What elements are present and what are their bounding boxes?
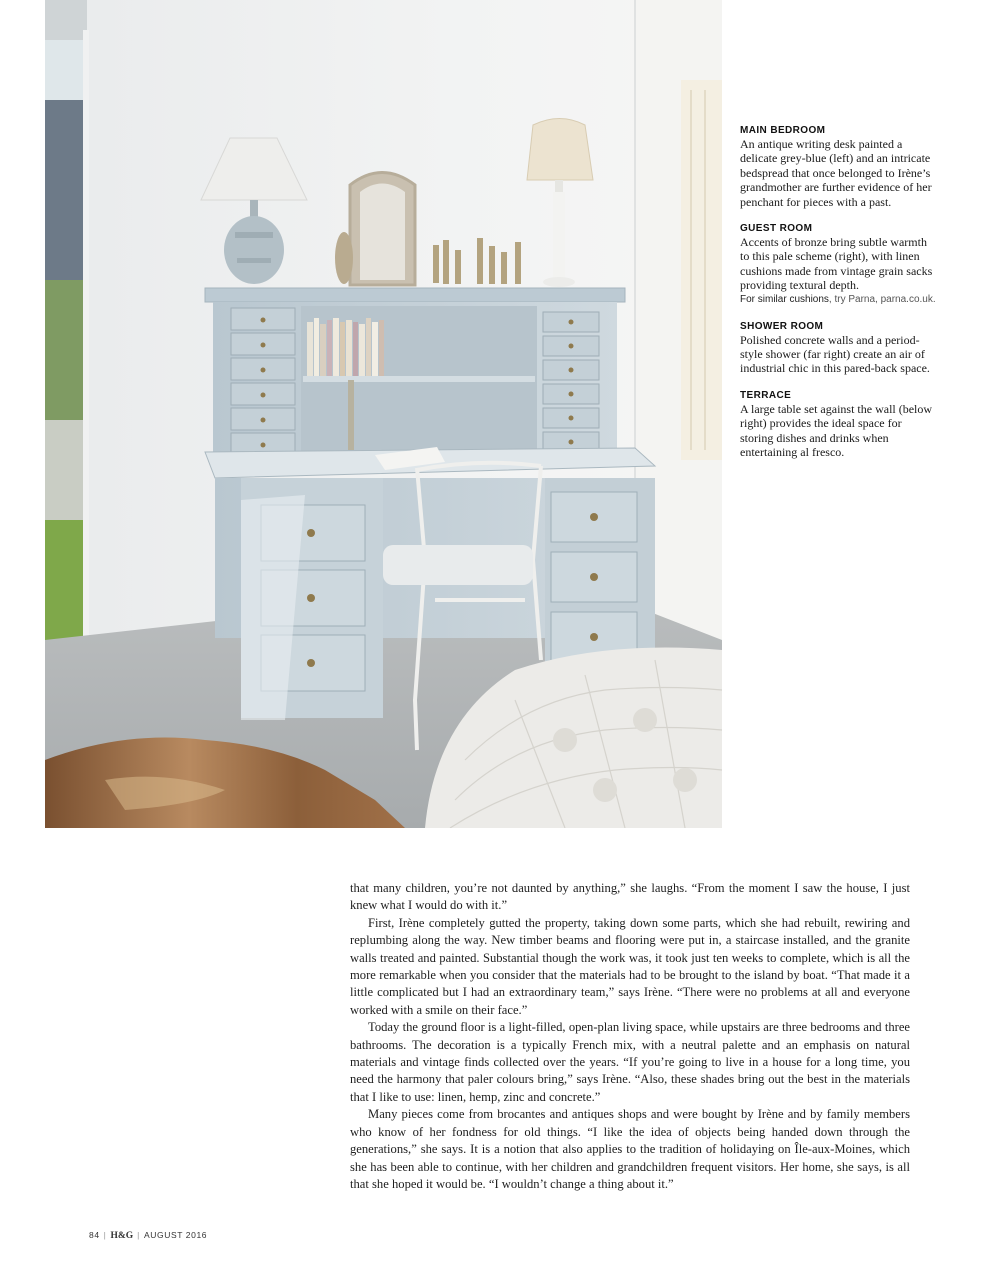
article-body bbox=[350, 880, 910, 1193]
bedroom-desk-photo bbox=[45, 0, 722, 828]
caption-text: Accents of bronze bring subtle warmth to this pale scheme (right), with linen cushions made from vintage grain sacks providing textural depth. bbox=[740, 235, 933, 293]
caption-terrace bbox=[740, 389, 936, 460]
issue-date: AUGUST 2016 bbox=[143, 1230, 208, 1240]
article-paragraph: Many pieces come from brocantes and antiques shops and were bought by Irène and by family members who know of her fondness for old things. “I like the idea of objects being handed down through the generations,” she says. It is a notion that also applies to the tradition of holidaying on Île-aux-Moines, which she has been able to continue, with her children and grandchildren frequent visitors. Her home, she says, is all that she hoped it would be. “I wouldn’t change a thing about it.” bbox=[350, 1107, 910, 1191]
caption-shower-room bbox=[740, 320, 936, 376]
caption-main-bedroom bbox=[740, 124, 936, 209]
caption-heading: SHOWER ROOM bbox=[740, 320, 824, 332]
caption-guest-room bbox=[740, 222, 936, 307]
caption-text: A large table set against the wall (below right) provides the ideal space for storing dishes and drinks when entertaining al fresco. bbox=[740, 401, 933, 460]
caption-text: An antique writing desk painted a delicate grey-blue (left) and an intricate bedspread that once belonged to Irène’s grandmother are further evidence of her penchant for pieces with a past. bbox=[740, 137, 932, 209]
page-number: 84 bbox=[89, 1230, 100, 1240]
article-paragraph: Today the ground floor is a light-filled, open-plan living space, while upstairs are three bedrooms and three bathrooms. The decoration is a typically French mix, with a neutral palette and an emphasis on natural materials and vintage finds collected over the years. “If you’re going to live in a house for a long time, you need the harmony that paler colours bring,” says Irène. “Also, these shades bring out the best in the materials that I like to use: linen, hemp, zinc and concrete.” bbox=[350, 1020, 910, 1104]
caption-heading: GUEST ROOM bbox=[740, 223, 813, 235]
captions-column bbox=[740, 124, 936, 473]
folio-divider: | bbox=[137, 1230, 140, 1240]
folio-divider: | bbox=[103, 1230, 107, 1240]
caption-text: Polished concrete walls and a period-style shower (far right) create an air of industrial chic in this pared-back space. bbox=[740, 332, 930, 376]
caption-source bbox=[740, 293, 936, 307]
article-paragraph: First, Irène completely gutted the property, taking down some parts, which she had rebuilt, rewiring and replumbing along the way. New timber beams and flooring were put in, a staircase installed, and the granite walls treated and painted. Substantial though the work was, it took just ten weeks to complete, which is all the more remarkable when you consider that the materials had to be brought to the island by boat. “That made it a little complicated but I had an extraordinary team,” says Irène. “There were no problems at all and everyone worked with a smile on their face.” bbox=[350, 915, 910, 1017]
page-folio bbox=[89, 1230, 207, 1241]
caption-source-lead: For similar cushions bbox=[740, 293, 829, 305]
caption-heading: MAIN BEDROOM bbox=[740, 125, 826, 136]
article-paragraph: that many children, you’re not daunted by anything,” she laughs. “From the moment I saw the house, I just knew what I would do with it.” bbox=[350, 881, 910, 913]
caption-heading: TERRACE bbox=[740, 389, 792, 401]
caption-source-rest: , try Parna, parna.co.uk. bbox=[828, 293, 936, 305]
magazine-brand: H&G bbox=[110, 1231, 134, 1241]
